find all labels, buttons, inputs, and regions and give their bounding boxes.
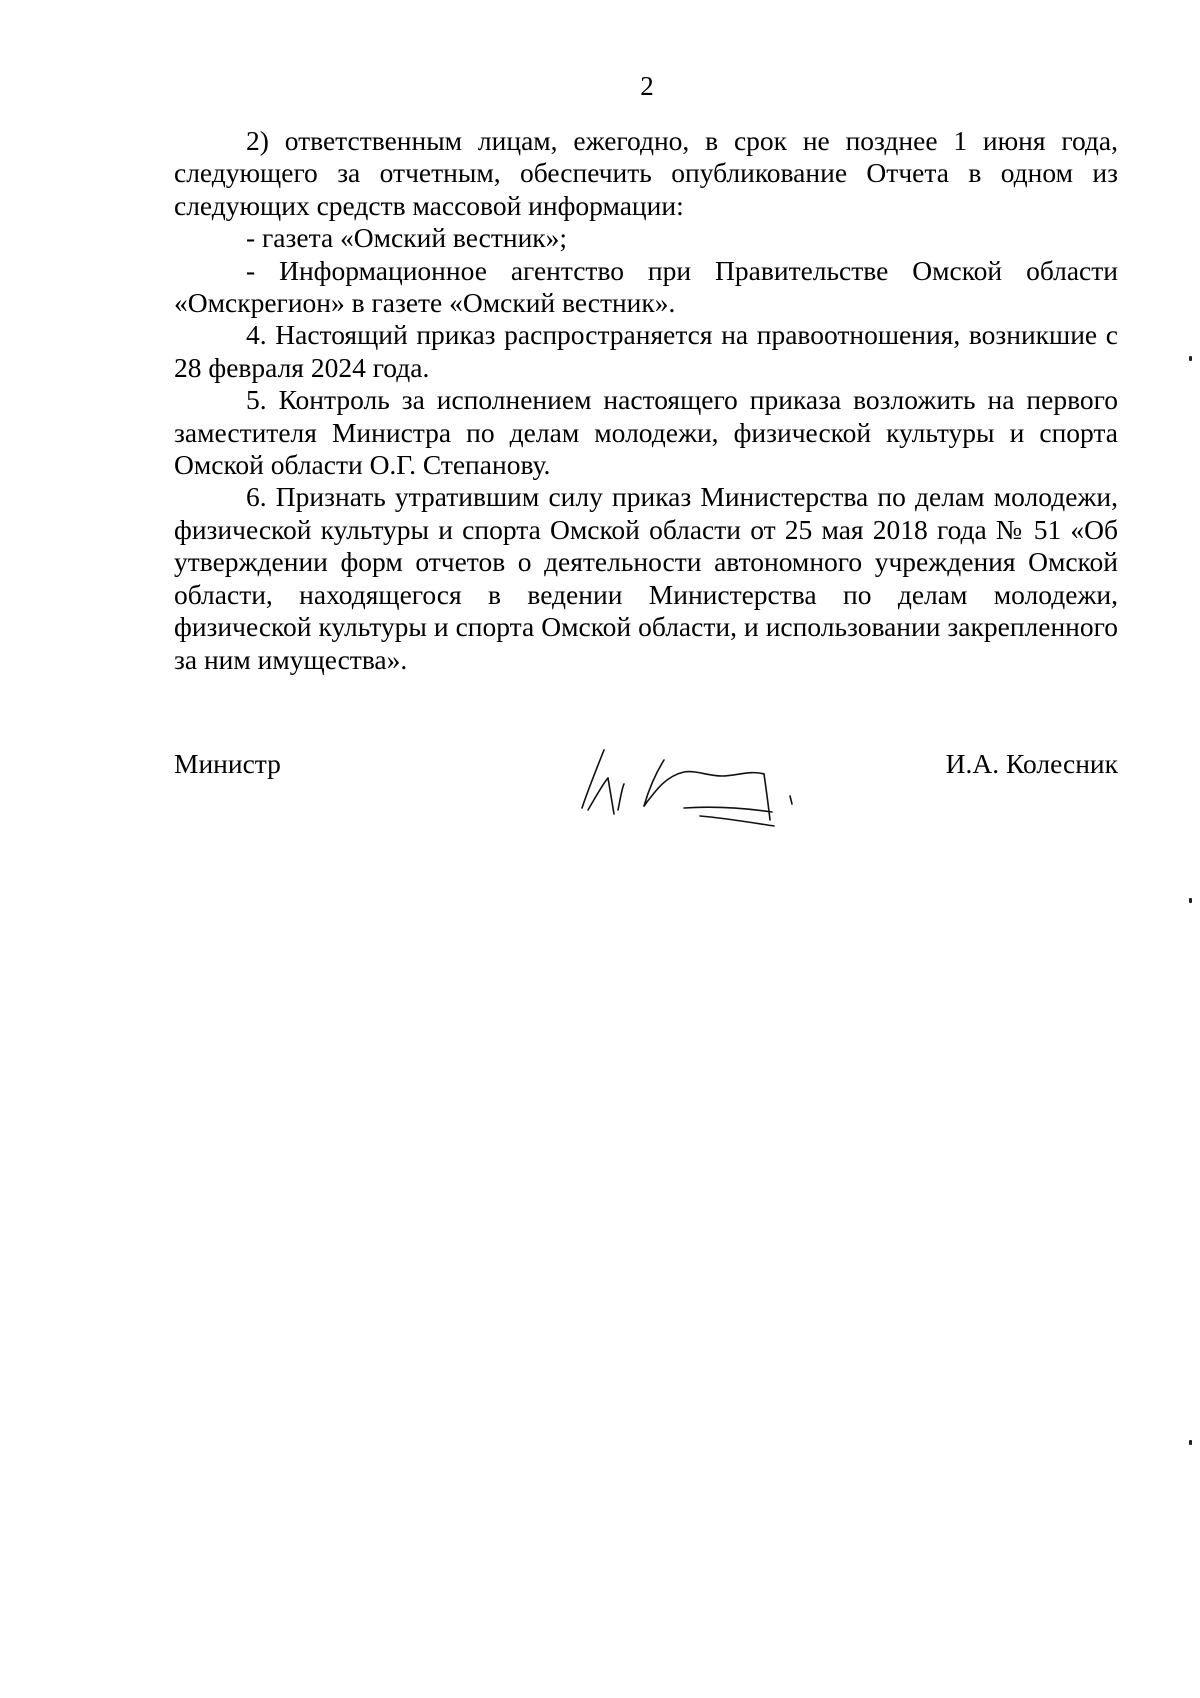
handwritten-signature-icon [574, 730, 804, 830]
scan-artifact [1189, 1440, 1192, 1445]
paragraph-control: 5. Контроль за исполнением настоящего приказа возложить на первого заместителя Министра по делам молодежи, физической культуры и спорта Омской области О.Г. Степанову. [174, 384, 1118, 481]
signatory-name: И.А. Колесник [945, 748, 1118, 779]
scan-artifact [1189, 356, 1192, 361]
paragraph-repeal: 6. Признать утратившим силу приказ Министерства по делам молодежи, физической культуры и спорта Омской области от 25 мая 2018 года № 51 «Об утверждении форм отчетов о деятельности автономного учреждения Омской области, находящегося в ведении Министерства по делам молодежи, физической культуры и спорта Омской области, и использовании закрепленного за ним имущества». [174, 481, 1118, 675]
paragraph-newspaper: - газета «Омский вестник»; [246, 222, 568, 254]
paragraph-responsible-persons: 2) ответственным лицам, ежегодно, в срок не позднее 1 июня года, следующего за отчетным, обеспечить опубликование Отчета в одном из следующих средств массовой информации: [174, 125, 1118, 221]
signature-block [174, 748, 1118, 828]
document-body [174, 125, 1118, 676]
paragraph-effective-date: 4. Настоящий приказ распространяется на правоотношения, возникшие с 28 февраля 2024 года. [174, 319, 1118, 383]
scan-artifact [1189, 898, 1192, 903]
signatory-position: Министр [174, 748, 281, 779]
page-number: 2 [640, 71, 654, 101]
paragraph-news-agency: - Информационное агентство при Правительстве Омской области «Омскрегион» в газете «Омский вестник». [174, 254, 1118, 319]
